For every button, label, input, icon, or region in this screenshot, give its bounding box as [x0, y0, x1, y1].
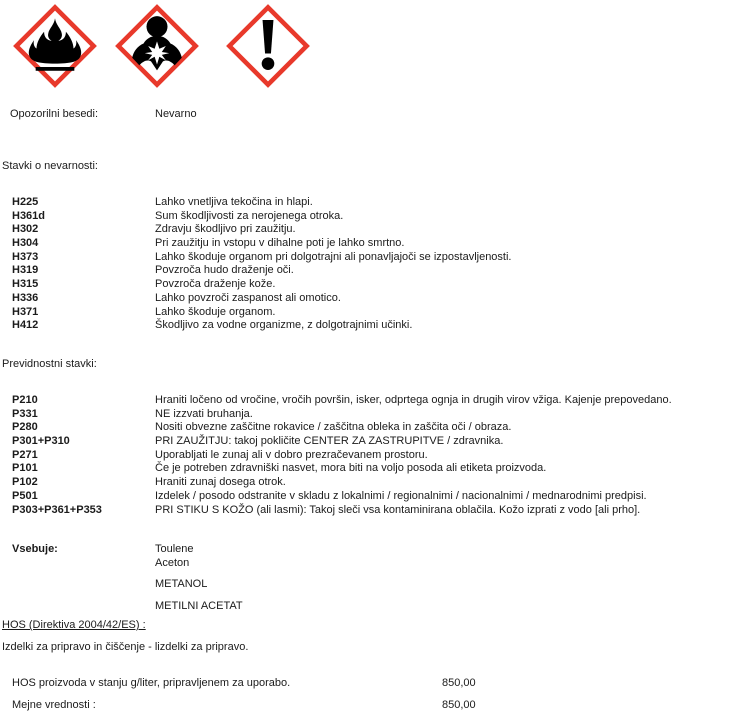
flame-pictogram-icon: [13, 4, 97, 88]
hazard-code: H371: [12, 305, 39, 318]
health-hazard-pictogram-icon: [115, 4, 199, 88]
hazard-code: H361d: [12, 209, 46, 222]
table-row: [12, 210, 512, 224]
exclamation-pictogram-icon: [226, 4, 310, 88]
signal-word-value: Nevarno: [155, 108, 197, 120]
table-row: [12, 292, 512, 306]
hazard-text: Lahko vnetljiva tekočina in hlapi.: [155, 196, 313, 208]
precaution-text: Izdelek / posodo odstranite v skladu z lokalnimi / regionalnimi / nacionalnimi / mednarodnimi predpisi.: [155, 489, 647, 502]
table-row: [12, 223, 512, 237]
voc-row-value: 850,00: [442, 677, 476, 689]
hazard-code: H319: [12, 264, 39, 277]
hazard-code: H225: [12, 196, 39, 208]
precaution-code: P301+P310: [12, 435, 70, 448]
precaution-code: P102: [12, 476, 38, 489]
silhouette-head: [147, 16, 168, 37]
hazard-text: Sum škodljivosti za nerojenega otroka.: [155, 209, 344, 222]
hazard-text: Lahko škoduje organom pri dolgotrajni ali ponavljajoči se izpostavljenosti.: [155, 250, 512, 263]
exclamation-dot: [262, 57, 275, 70]
hazard-code: H304: [12, 237, 39, 250]
list-item: METILNI ACETAT: [155, 600, 243, 612]
precaution-text: Hraniti ločeno od vročine, vročih površin, isker, odprtega ognja in drugih virov vžiga. Kajenje prepovedano.: [155, 394, 672, 406]
table-row: [12, 504, 672, 518]
hazard-code: H315: [12, 278, 39, 291]
table-row: [12, 449, 672, 463]
hazard-code: H336: [12, 291, 39, 304]
hazard-text: Lahko škoduje organom.: [155, 305, 276, 318]
precautionary-statements-table: [12, 394, 672, 517]
hazard-text: Povzroča hudo draženje oči.: [155, 264, 294, 277]
table-row: [12, 237, 512, 251]
list-item: Toulene: [155, 543, 194, 555]
table-row: [12, 408, 672, 422]
precaution-code: P271: [12, 448, 38, 461]
precaution-text: Hraniti zunaj dosega otrok.: [155, 476, 286, 489]
precaution-code: P501: [12, 489, 38, 502]
table-row: [12, 476, 672, 490]
precaution-code: P280: [12, 421, 38, 434]
list-item: Aceton: [155, 557, 190, 569]
table-row: [12, 264, 512, 278]
voc-directive-heading: HOS (Direktiva 2004/42/ES) :: [2, 619, 146, 631]
contains-label: Vsebuje:: [12, 543, 58, 555]
table-row: [12, 462, 672, 476]
precaution-code: P210: [12, 394, 38, 406]
voc-category-text: Izdelki za pripravo in čiščenje - lizdelki za pripravo.: [2, 641, 249, 653]
hazard-text: Pri zaužitju in vstopu v dihalne poti je lahko smrtno.: [155, 237, 405, 250]
signal-word-label: Opozorilni besedi:: [10, 108, 99, 120]
precaution-section-title: Previdnostni stavki:: [2, 358, 97, 370]
table-row: [12, 394, 672, 408]
precaution-text: NE izzvati bruhanja.: [155, 407, 253, 420]
hazard-section-title: Stavki o nevarnosti:: [2, 160, 98, 172]
table-row: [12, 319, 512, 333]
table-row: [12, 306, 512, 320]
hazard-text: Zdravju škodljivo pri zaužitju.: [155, 223, 296, 236]
hazard-text: Povzroča draženje kože.: [155, 278, 276, 291]
hazard-text: Lahko povzroči zaspanost ali omotico.: [155, 291, 341, 304]
hazard-text: Škodljivo za vodne organizme, z dolgotrajnimi učinki.: [155, 319, 413, 332]
voc-row-label: HOS proizvoda v stanju g/liter, pripravljenem za uporabo.: [12, 677, 291, 689]
table-row: [12, 251, 512, 265]
table-row: [12, 435, 672, 449]
precaution-text: Nositi obvezne zaščitne rokavice / zaščitna obleka in zaščita oči / obraza.: [155, 421, 512, 434]
precaution-text: Uporabljati le zunaj ali v dobro prezračevanem prostoru.: [155, 448, 428, 461]
precaution-text: PRI ZAUŽITJU: takoj pokličite CENTER ZA ZASTRUPITVE / zdravnika.: [155, 435, 504, 448]
table-row: [12, 196, 512, 210]
hazard-code: H412: [12, 319, 39, 332]
flame-baseline: [36, 67, 75, 71]
precaution-code: P101: [12, 462, 38, 475]
precaution-code: P331: [12, 407, 38, 420]
precaution-code: P303+P361+P353: [12, 503, 102, 516]
list-item: METANOL: [155, 578, 208, 590]
precaution-text: PRI STIKU S KOŽO (ali lasmi): Takoj sleči vsa kontaminirana oblačila. Kožo izprati z vodo [ali prho].: [155, 503, 641, 516]
table-row: [12, 278, 512, 292]
precaution-text: Če je potreben zdravniški nasvet, mora biti na voljo posoda ali etiketa proizvoda.: [155, 462, 547, 475]
hazard-code: H373: [12, 250, 39, 263]
voc-row-label: Mejne vrednosti :: [12, 699, 96, 711]
voc-row-value: 850,00: [442, 699, 476, 711]
hazard-statements-table: [12, 196, 512, 333]
signal-word-row: [10, 108, 197, 122]
table-row: [12, 490, 672, 504]
table-row: [12, 421, 672, 435]
hazard-code: H302: [12, 223, 39, 236]
